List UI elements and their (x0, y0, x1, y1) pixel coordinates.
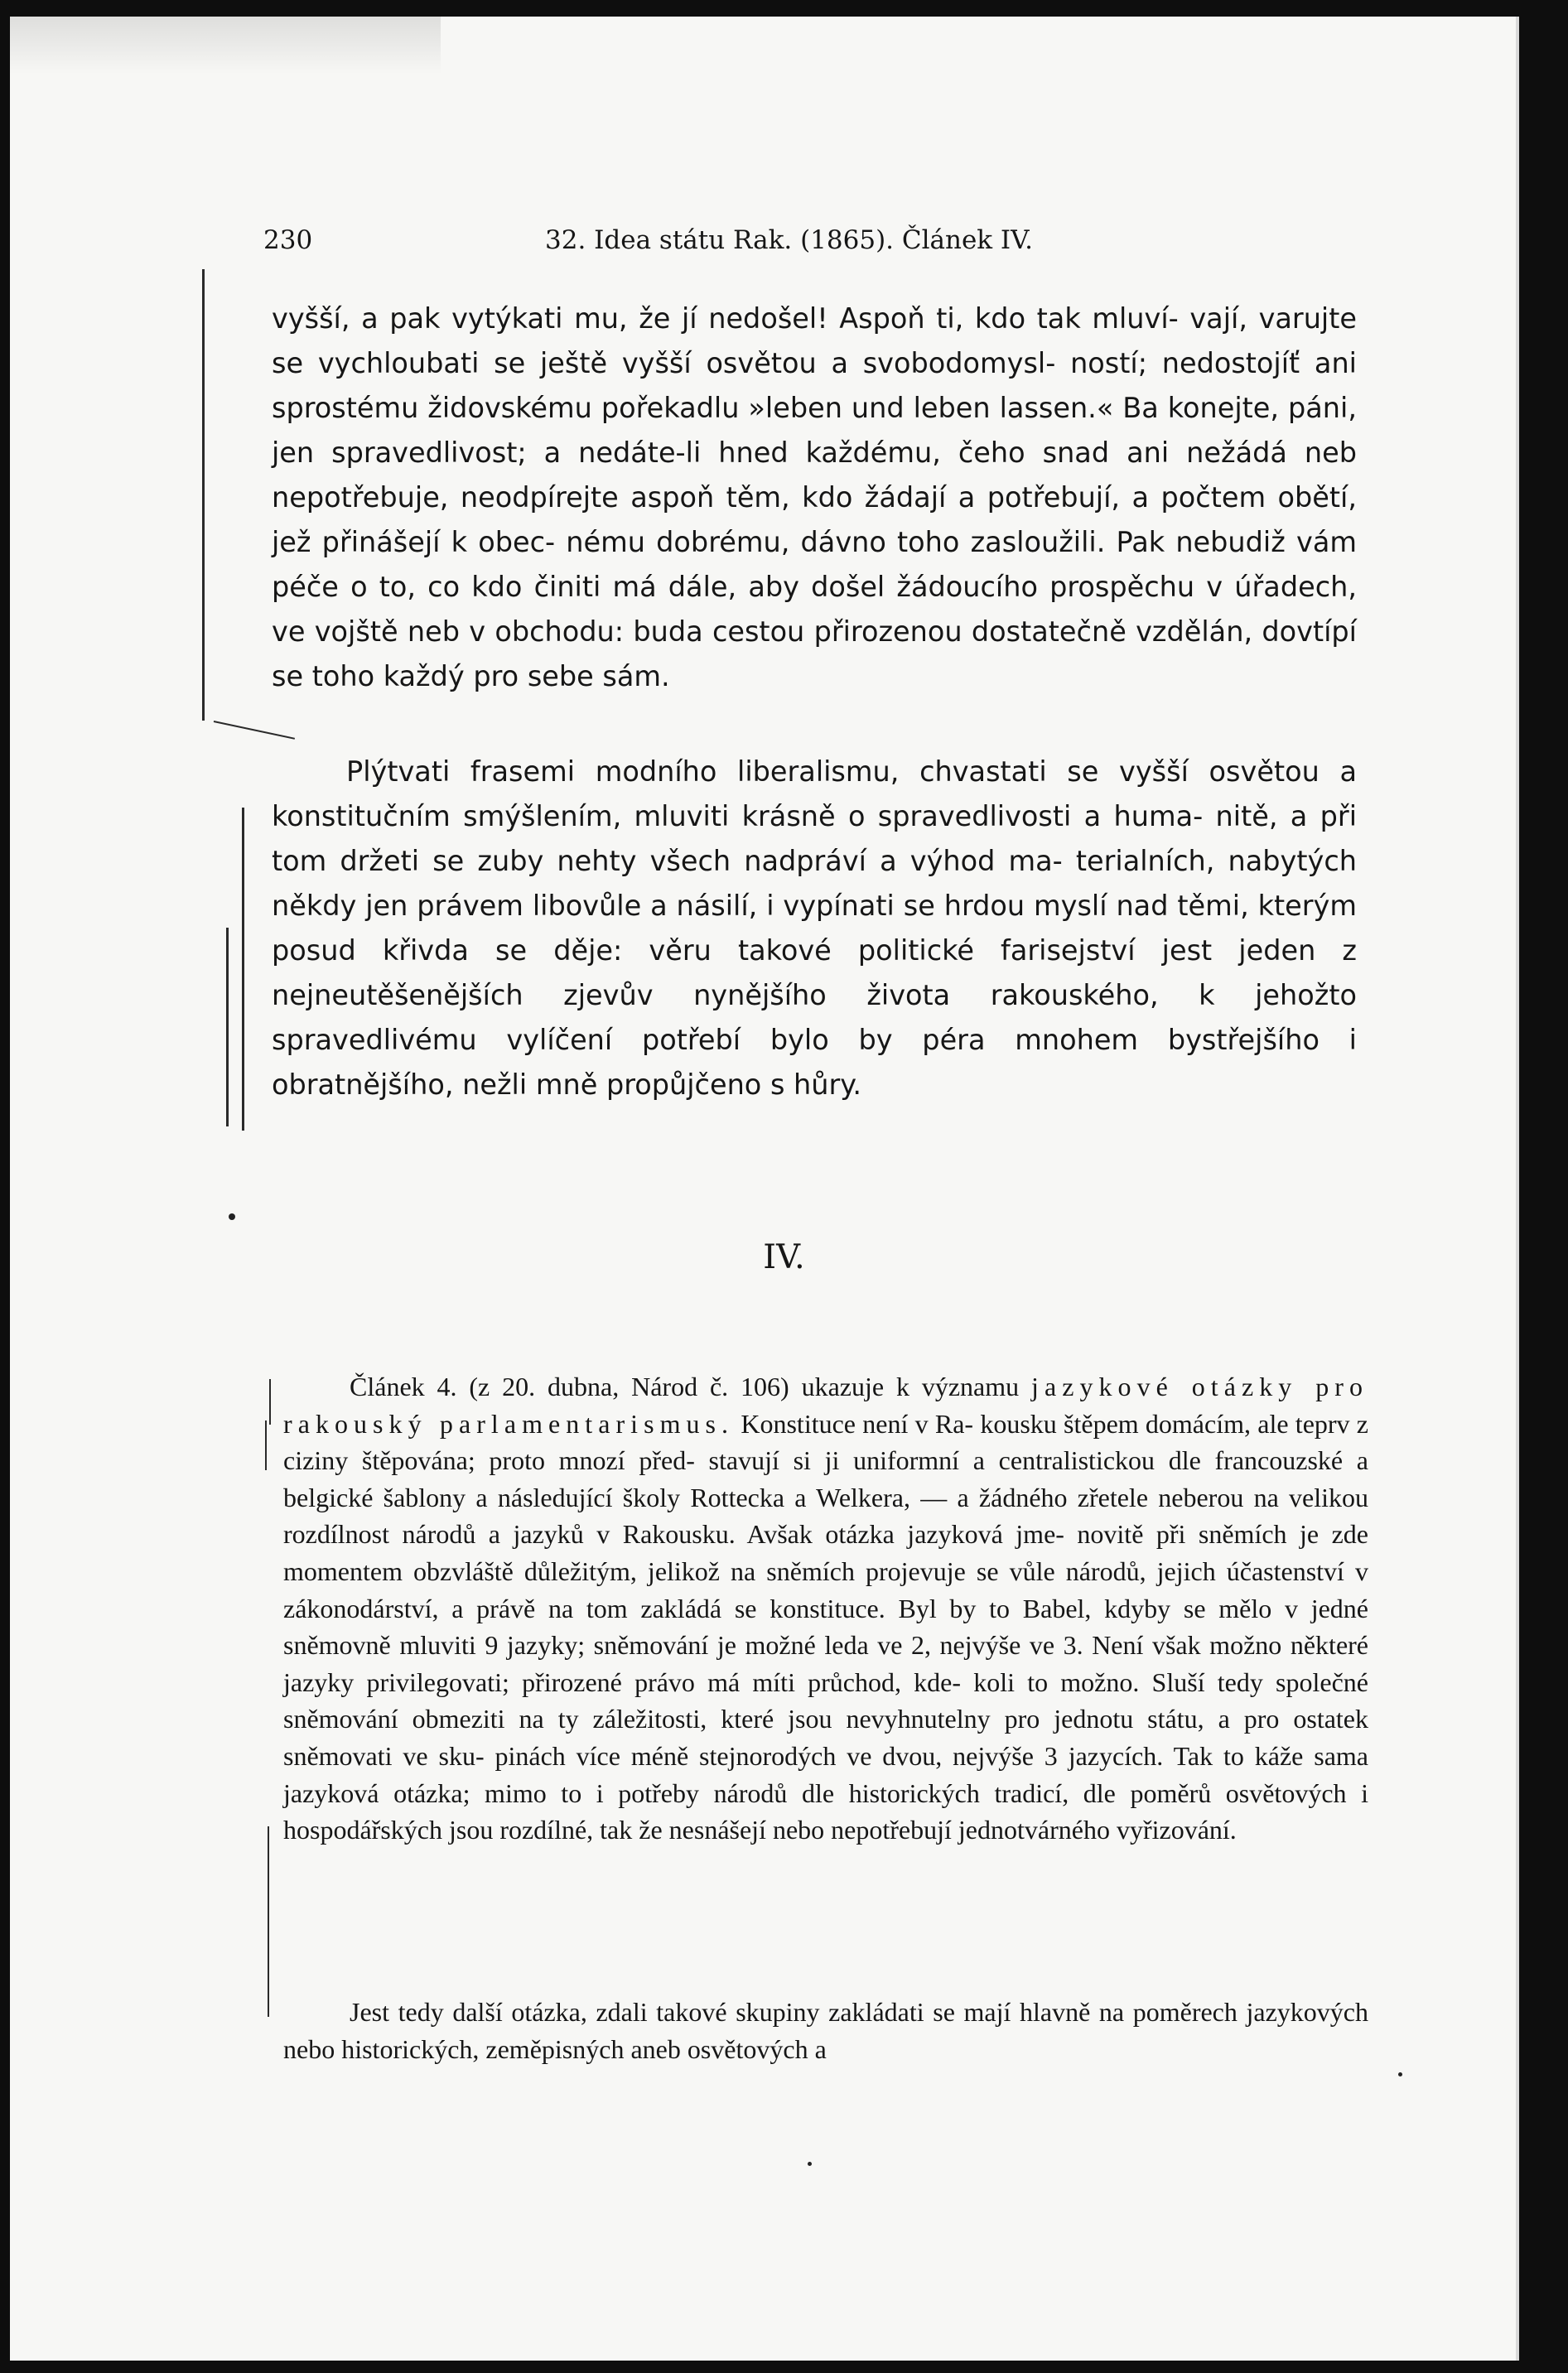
page-shadow (10, 17, 441, 75)
paragraph-text: vyšší, a pak vytýkati mu, že jí nedošel! Aspoň ti, kdo tak mluví- vají, varujte se vychloubati se ještě vyšší osvětou a svobodomysl- ností; nedostojíť ani sprostému židovskému pořekadlu »leben und leben lassen.« Ba konejte, páni, jen spravedlivost; a nedáte-li hned každému, čeho snad ani nežádá neb nepotřebuje, neodpírejte aspoň těm, kdo žádají a potřebují, a počtem obětí, jež přinášejí k obec- nému dobrému, dávno toho zasloužili. Pak nebudiž vám péče o to, co kdo činiti má dále, aby došel žádoucího prospěchu v úřadech, ve vojště neb v obchodu: buda cestou přirozenou dostatečně vzdělán, dovtípí se toho každý pro sebe sám. (272, 302, 1357, 692)
margin-mark (242, 808, 244, 1131)
summary-rest: Konstituce není v Ra- kousku štěpem domácím, ale teprv z ciziny štěpována; proto mnozí před- stavují si ji uniformní a centralistickou dle francouzské a belgické šablony a následující školy Rottecka a Welkera, — a žádného zřetele neberou na velikou rozdílnost národů a jazyků v Rakousku. Avšak otázka jazyková jme- novitě při sněmích je zde momentem obzvláště důležitým, jelikož na sněmích projevuje se vůle národů, jejich účastenství v zákonodárství, a právě na tom zakládá se konstituce. Byl by to Babel, kdyby se mělo v jedné sněmovně mluviti 9 jazyky; sněmování je možné leda ve 2, nejvýše ve 3. Není však možno některé jazyky privilegovati; přirozené právo má míti průchod, kde- koli to možno. Sluší tedy společné sněmování obmeziti na ty záležitosti, které jsou nevyhnutelny pro jednotu státu, a pro ostatek sněmovati ve sku- pinách více méně stejnorodých ve dvou, nejvýše 3 jazycích. Tak to káže sama jazyková otázka; mimo to i potřeby národů dle historických tradicí, dle poměrů osvětových i hospodářských jsou rozdílné, tak že nesnášejí nebo nepotřebují jednotvárného vyřizování. (283, 1408, 1369, 1845)
section-heading: IV. (763, 1238, 805, 1276)
margin-mark (268, 1826, 269, 2017)
paragraph-text: Plýtvati frasemi modního liberalismu, chvastati se vyšší osvětou a konstitučním smýšlením, mluviti krásně o spravedlivosti a huma- nitě, a při tom držeti se zuby nehty všech nadpráví a výhod ma- terialních, nabytých někdy jen právem libovůle a násilí, i vypínati se hrdou myslí nad těmi, kterým posud křivda se děje: věru takové politické farisejství jest jeden z nejneutěšenějších zjevův nynějšího života rakouského, k jehožto spravedlivému vylíčení potřebí bylo by péra mnohem bystřejšího i obratnějšího, nežli mně propůjčeno s hůry. (272, 755, 1357, 1101)
margin-mark (202, 269, 205, 721)
margin-mark (265, 1420, 267, 1470)
margin-dot (1398, 2072, 1402, 2076)
summary-lead: Článek 4. (z 20. dubna, Národ č. 106) ukazuje k významu (350, 1372, 1020, 1401)
scan-border (1519, 17, 1568, 2373)
page-number: 230 (263, 225, 313, 255)
summary-text (283, 1368, 1368, 1849)
summary-paragraph (283, 1368, 1368, 1849)
last-paragraph (283, 1994, 1368, 2067)
body-paragraph-2 (272, 750, 1357, 1107)
summary-spaced-phrase: jazykové otázky pro rakouský parlamentarismus. (283, 1372, 1369, 1439)
margin-dot (808, 2162, 812, 2166)
running-title: 32. Idea státu Rak. (1865). Článek IV. (545, 225, 1033, 255)
body-paragraph-1 (272, 297, 1357, 699)
last-paragraph-text: Jest tedy další otázka, zdali takové skupiny zakládati se mají hlavně na poměrech jazykových nebo historických, zeměpisných aneb osvětových a (283, 1997, 1368, 2064)
margin-mark (226, 928, 229, 1126)
page-edge (1516, 17, 1519, 2361)
margin-mark (269, 1379, 271, 1425)
page-header (263, 222, 1353, 258)
margin-dot (229, 1213, 235, 1220)
